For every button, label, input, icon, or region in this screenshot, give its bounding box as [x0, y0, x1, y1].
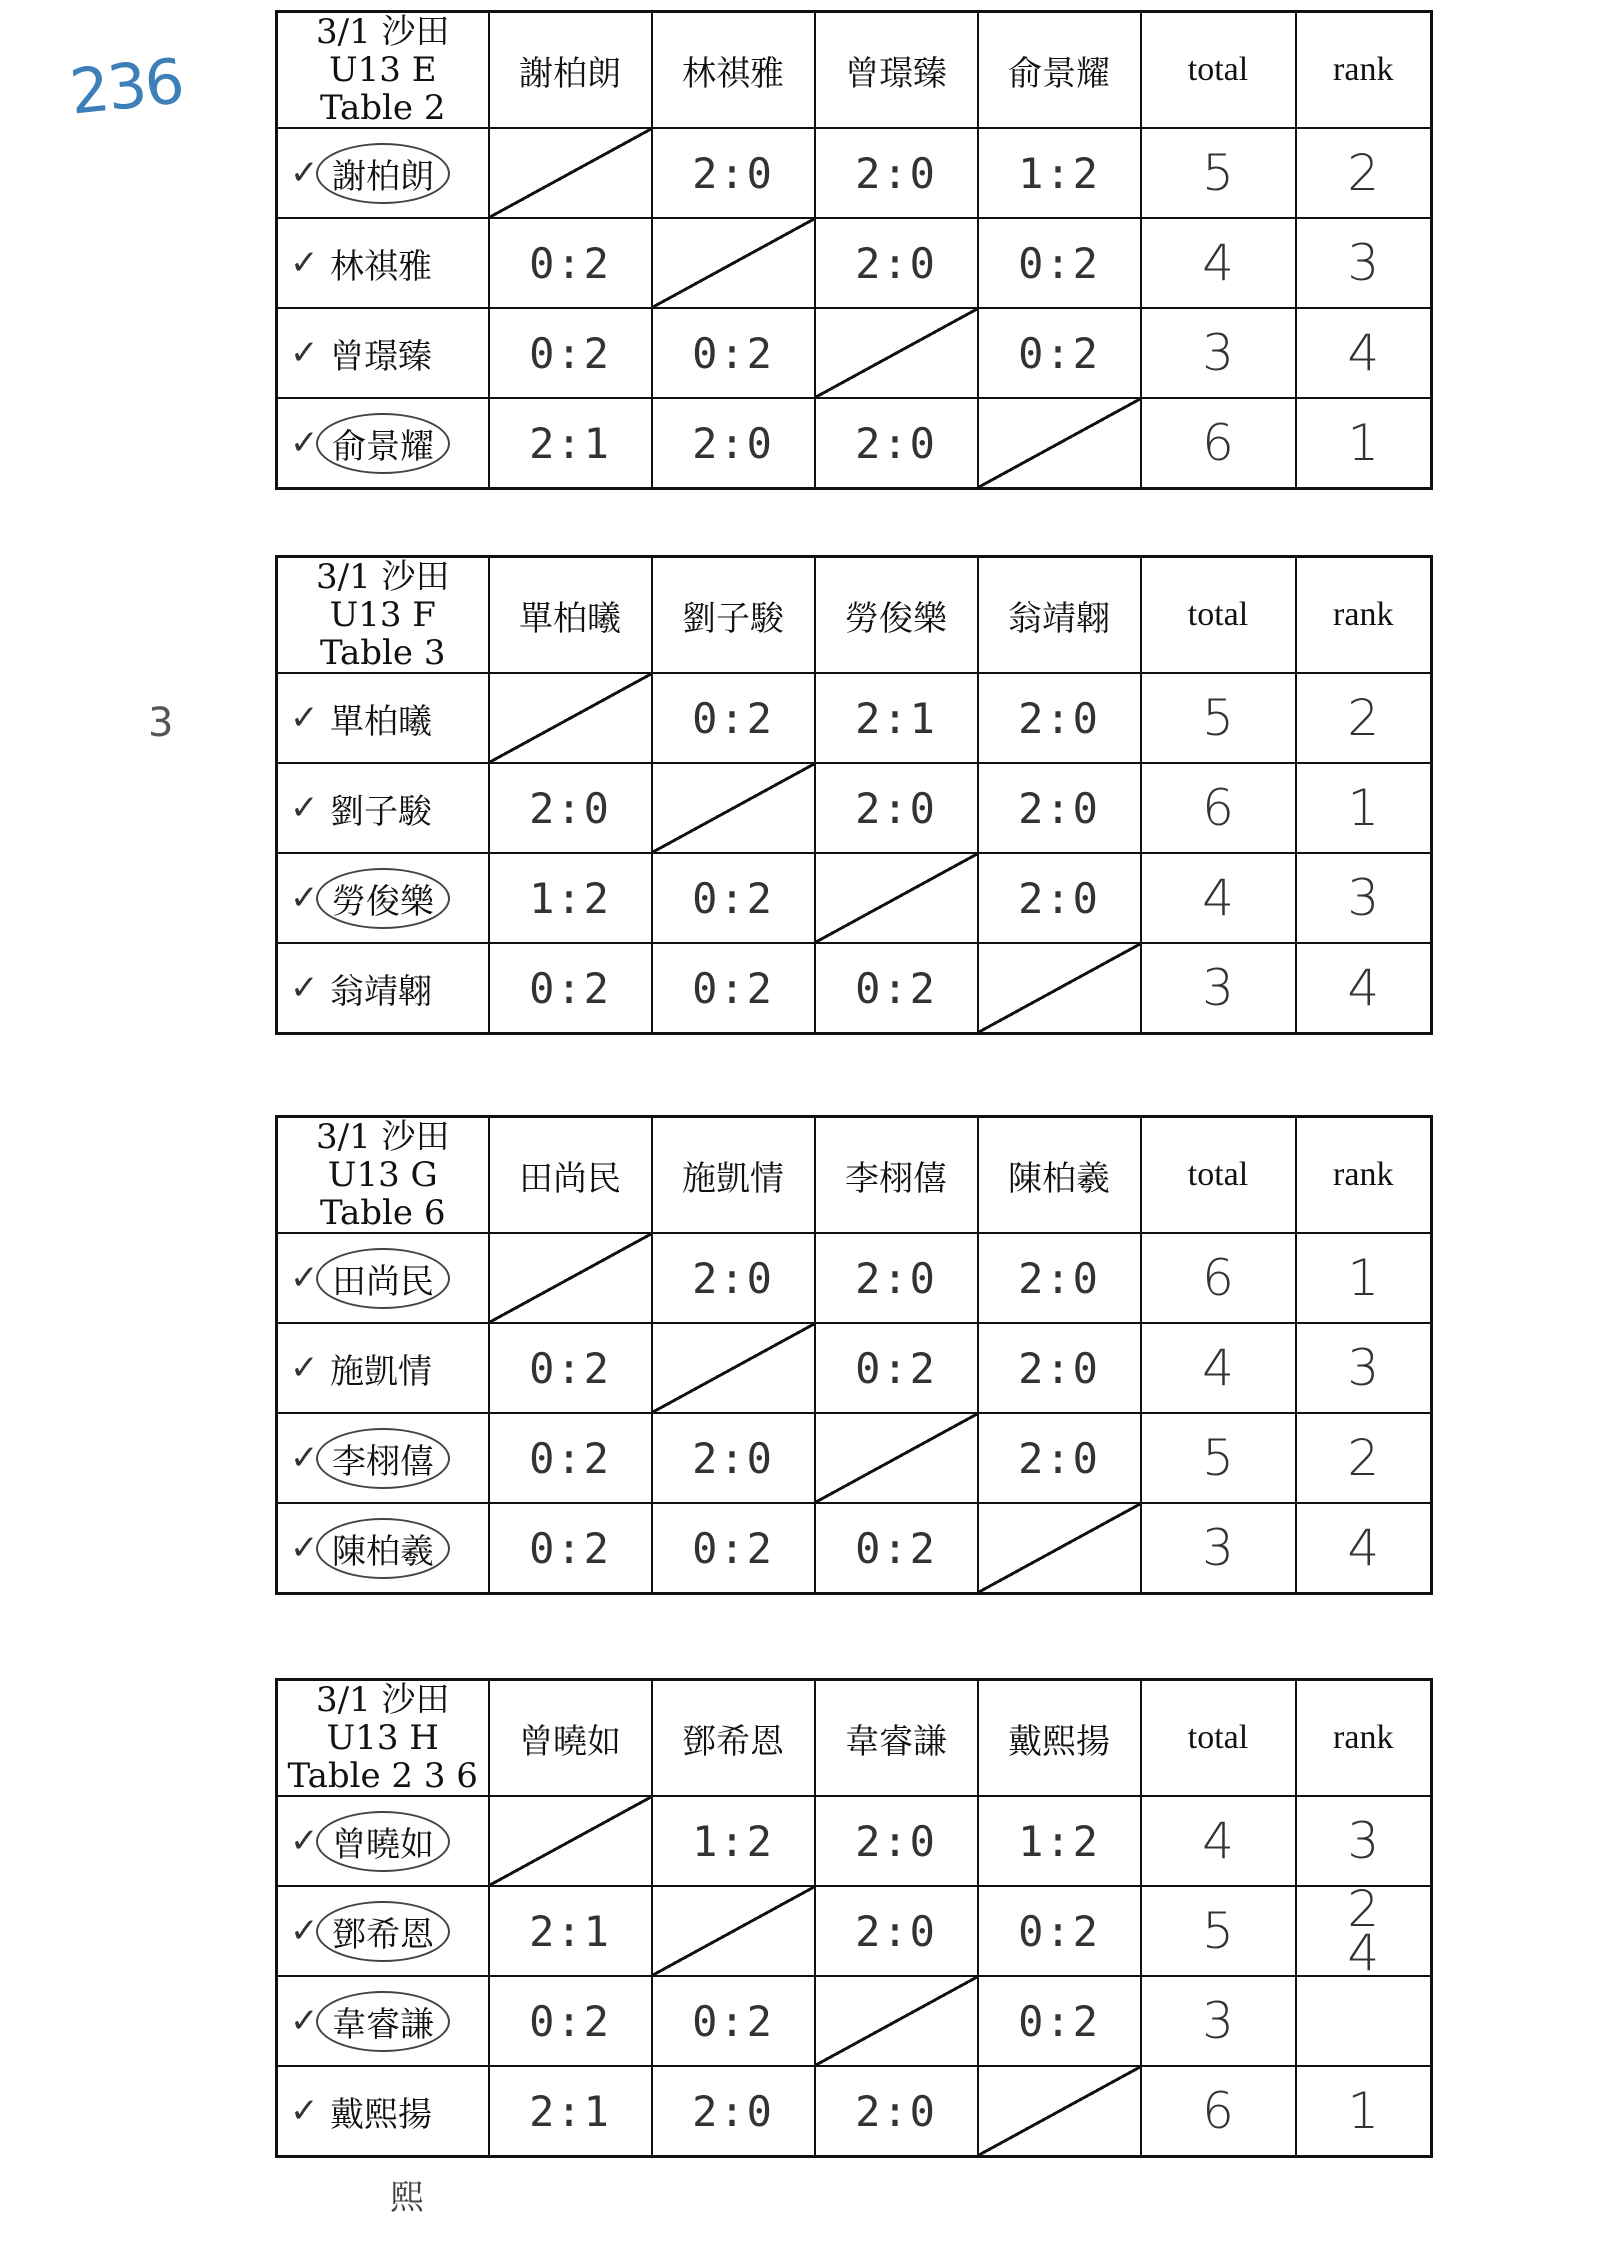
row-player-name: 謝柏朗 — [316, 143, 450, 204]
row-player-cell — [277, 308, 489, 398]
match-score: 0:2 — [652, 1976, 815, 2066]
check-mark-icon: ✓ — [290, 1438, 319, 1478]
match-score: 2:1 — [815, 673, 978, 763]
column-header-player: 戴熙揚 — [978, 1680, 1141, 1797]
column-header-player: 曾曉如 — [489, 1680, 652, 1797]
row-player-cell — [277, 218, 489, 308]
row-player-name: 單柏曦 — [330, 701, 432, 742]
match-score: 2:0 — [652, 128, 815, 218]
self-match-cell — [652, 218, 815, 308]
self-match-cell — [489, 1796, 652, 1886]
check-mark-icon: ✓ — [290, 333, 319, 373]
table-title — [277, 557, 489, 674]
table-title-line2: Table 3 — [319, 633, 446, 673]
table-title — [277, 12, 489, 129]
table-row — [277, 1796, 1432, 1886]
match-score: 0:2 — [978, 1886, 1141, 1976]
match-score: 2:1 — [489, 1886, 652, 1976]
row-player-cell — [277, 1503, 489, 1594]
self-match-cell — [489, 1233, 652, 1323]
score-sheet-3 — [275, 1115, 1433, 1595]
match-score: 2:0 — [815, 218, 978, 308]
row-player-name: 田尚民 — [316, 1248, 450, 1309]
match-score: 2:0 — [652, 1413, 815, 1503]
rank-value: 2 — [1347, 1429, 1380, 1487]
row-player-name: 曾曉如 — [316, 1811, 450, 1872]
column-header-player: 田尚民 — [489, 1117, 652, 1234]
column-header-player: 林祺雅 — [652, 12, 815, 129]
rank-value: 4 — [1347, 959, 1380, 1017]
row-player-cell — [277, 2066, 489, 2157]
total-points: 3 — [1141, 1976, 1296, 2066]
match-score: 2:0 — [815, 1886, 978, 1976]
rank-value: 2 — [1347, 1880, 1380, 1938]
check-mark-icon: ✓ — [290, 243, 319, 283]
match-score: 0:2 — [652, 308, 815, 398]
self-match-cell — [815, 308, 978, 398]
column-header-player: 陳柏羲 — [978, 1117, 1141, 1234]
column-header-player: 韋睿謙 — [815, 1680, 978, 1797]
rank-cell — [1296, 1413, 1432, 1503]
match-score: 2:0 — [815, 1233, 978, 1323]
rank-cell — [1296, 1880, 1432, 1982]
match-score: 0:2 — [978, 218, 1141, 308]
rank-cell — [1296, 2066, 1432, 2157]
table-row — [277, 218, 1432, 308]
row-player-cell — [277, 1976, 489, 2066]
row-player-name: 陳柏羲 — [316, 1518, 450, 1579]
column-header-rank: rank — [1296, 1117, 1432, 1234]
match-score: 2:0 — [815, 2066, 978, 2157]
row-player-cell — [277, 1323, 489, 1413]
total-points: 6 — [1141, 1233, 1296, 1323]
table-row — [277, 763, 1432, 853]
match-score: 0:2 — [489, 1323, 652, 1413]
match-score: 2:0 — [652, 1233, 815, 1323]
row-player-cell — [277, 763, 489, 853]
column-header-player: 曾璟臻 — [815, 12, 978, 129]
check-mark-icon: ✓ — [290, 1258, 319, 1298]
score-sheet-4 — [275, 1678, 1433, 2158]
check-mark-icon: ✓ — [290, 2091, 319, 2131]
table-title-line2: Table 2 3 6 — [287, 1756, 478, 1796]
rank-cell — [1296, 943, 1432, 1034]
table-row — [277, 1233, 1432, 1323]
check-mark-icon: ✓ — [290, 1348, 319, 1388]
self-match-cell — [978, 2066, 1141, 2157]
rank-value: 3 — [1347, 234, 1380, 292]
rank-cell — [1296, 763, 1432, 853]
column-header-player: 李栩僖 — [815, 1117, 978, 1234]
match-score: 2:0 — [815, 763, 978, 853]
score-table — [275, 1678, 1433, 2158]
column-header-total: total — [1141, 1117, 1296, 1234]
table-row — [277, 1413, 1432, 1503]
match-score: 0:2 — [489, 1503, 652, 1594]
total-points: 4 — [1141, 1323, 1296, 1413]
rank-value: 1 — [1347, 779, 1380, 837]
self-match-cell — [652, 1886, 815, 1976]
rank-correction: 4 — [1347, 1924, 1380, 1982]
rank-value: 3 — [1347, 1812, 1380, 1870]
total-points: 3 — [1141, 1503, 1296, 1594]
match-score: 0:2 — [815, 1323, 978, 1413]
column-header-player: 劉子駿 — [652, 557, 815, 674]
check-mark-icon: ✓ — [290, 788, 319, 828]
table-row — [277, 398, 1432, 489]
table-title — [277, 1117, 489, 1234]
match-score: 0:2 — [489, 1413, 652, 1503]
row-player-name: 施凱情 — [330, 1351, 432, 1392]
total-points: 6 — [1141, 763, 1296, 853]
check-mark-icon: ✓ — [290, 153, 319, 193]
match-score: 2:0 — [815, 398, 978, 489]
self-match-cell — [815, 853, 978, 943]
match-score: 0:2 — [815, 943, 978, 1034]
row-player-name: 翁靖翺 — [330, 971, 432, 1012]
match-score: 2:0 — [489, 763, 652, 853]
match-score: 2:0 — [652, 2066, 815, 2157]
rank-cell — [1296, 853, 1432, 943]
column-header-rank: rank — [1296, 12, 1432, 129]
rank-value: 1 — [1347, 1249, 1380, 1307]
table-title-line2: Table 6 — [319, 1193, 446, 1233]
row-player-name: 鄧希恩 — [316, 1901, 450, 1962]
table-title-line1: 3/1 沙田 U13 H — [315, 1680, 450, 1758]
row-player-cell — [277, 943, 489, 1034]
match-score: 0:2 — [489, 218, 652, 308]
rank-value: 1 — [1347, 2082, 1380, 2140]
name-correction-note: 熙 — [390, 2178, 424, 2218]
rank-cell — [1296, 398, 1432, 489]
match-score: 2:0 — [978, 1233, 1141, 1323]
table-row — [277, 2066, 1432, 2157]
match-score: 0:2 — [652, 853, 815, 943]
column-header-rank: rank — [1296, 557, 1432, 674]
self-match-cell — [652, 763, 815, 853]
self-match-cell — [815, 1976, 978, 2066]
rank-cell — [1296, 1976, 1432, 2066]
table-row — [277, 1323, 1432, 1413]
self-match-cell — [978, 943, 1141, 1034]
table-row — [277, 308, 1432, 398]
table-title-line1: 3/1 沙田 U13 E — [315, 12, 450, 90]
self-match-cell — [489, 673, 652, 763]
match-score: 2:0 — [978, 1413, 1141, 1503]
rank-cell — [1296, 308, 1432, 398]
match-score: 0:2 — [978, 308, 1141, 398]
table-row — [277, 673, 1432, 763]
match-score: 2:0 — [815, 1796, 978, 1886]
check-mark-icon: ✓ — [290, 2001, 319, 2041]
total-points: 5 — [1141, 128, 1296, 218]
table-title-line1: 3/1 沙田 U13 F — [315, 557, 450, 635]
self-match-cell — [978, 398, 1141, 489]
self-match-cell — [489, 128, 652, 218]
column-header-rank: rank — [1296, 1680, 1432, 1797]
table-title — [277, 1680, 489, 1797]
row-player-name: 勞俊樂 — [316, 868, 450, 929]
row-player-name: 戴熙揚 — [330, 2094, 432, 2135]
page-number: 236 — [66, 44, 186, 129]
check-mark-icon: ✓ — [290, 1528, 319, 1568]
check-mark-icon: ✓ — [290, 698, 319, 738]
total-points: 3 — [1141, 943, 1296, 1034]
row-player-cell — [277, 673, 489, 763]
match-score: 2:0 — [978, 853, 1141, 943]
total-points: 6 — [1141, 2066, 1296, 2157]
table-title-line2: Table 2 — [319, 88, 446, 128]
row-player-cell — [277, 1233, 489, 1323]
score-sheet-1 — [275, 10, 1433, 490]
row-player-name: 俞景耀 — [316, 413, 450, 474]
self-match-cell — [815, 1413, 978, 1503]
match-score: 2:0 — [652, 398, 815, 489]
rank-value: 2 — [1347, 144, 1380, 202]
rank-value: 3 — [1347, 1339, 1380, 1397]
check-mark-icon: ✓ — [290, 968, 319, 1008]
column-header-player: 施凱情 — [652, 1117, 815, 1234]
match-score: 2:1 — [489, 2066, 652, 2157]
row-player-cell — [277, 1796, 489, 1886]
match-score: 0:2 — [489, 1976, 652, 2066]
match-score: 0:2 — [978, 1976, 1141, 2066]
match-score: 2:0 — [978, 673, 1141, 763]
table-row — [277, 128, 1432, 218]
total-points: 4 — [1141, 218, 1296, 308]
match-score: 2:0 — [815, 128, 978, 218]
rank-cell — [1296, 1323, 1432, 1413]
rank-cell — [1296, 1796, 1432, 1886]
row-player-name: 李栩僖 — [316, 1428, 450, 1489]
rank-cell — [1296, 1503, 1432, 1594]
rank-value: 1 — [1347, 414, 1380, 472]
self-match-cell — [978, 1503, 1141, 1594]
column-header-player: 勞俊樂 — [815, 557, 978, 674]
match-score: 0:2 — [652, 673, 815, 763]
row-player-cell — [277, 1413, 489, 1503]
total-points: 5 — [1141, 1886, 1296, 1976]
rank-cell — [1296, 1233, 1432, 1323]
match-score: 1:2 — [652, 1796, 815, 1886]
match-score: 2:1 — [489, 398, 652, 489]
check-mark-icon: ✓ — [290, 1821, 319, 1861]
table-row — [277, 1503, 1432, 1594]
score-table — [275, 555, 1433, 1035]
total-points: 3 — [1141, 308, 1296, 398]
match-score: 0:2 — [489, 308, 652, 398]
match-score: 0:2 — [489, 943, 652, 1034]
row-player-cell — [277, 398, 489, 489]
rank-cell — [1296, 673, 1432, 763]
match-score: 0:2 — [652, 943, 815, 1034]
table-row — [277, 1886, 1432, 1976]
check-mark-icon: ✓ — [290, 423, 319, 463]
score-sheet-2 — [275, 555, 1433, 1035]
total-points: 6 — [1141, 398, 1296, 489]
rank-value: 2 — [1347, 689, 1380, 747]
row-player-cell — [277, 128, 489, 218]
column-header-total: total — [1141, 557, 1296, 674]
total-points: 4 — [1141, 853, 1296, 943]
column-header-player: 鄧希恩 — [652, 1680, 815, 1797]
check-mark-icon: ✓ — [290, 1911, 319, 1951]
column-header-total: total — [1141, 12, 1296, 129]
self-match-cell — [652, 1323, 815, 1413]
row-player-cell — [277, 853, 489, 943]
column-header-player: 謝柏朗 — [489, 12, 652, 129]
total-points: 4 — [1141, 1796, 1296, 1886]
margin-mark: 3 — [148, 700, 174, 746]
column-header-total: total — [1141, 1680, 1296, 1797]
row-player-name: 韋睿謙 — [316, 1991, 450, 2052]
check-mark-icon: ✓ — [290, 878, 319, 918]
total-points: 5 — [1141, 673, 1296, 763]
match-score: 2:0 — [978, 1323, 1141, 1413]
column-header-player: 翁靖翺 — [978, 557, 1141, 674]
column-header-player: 俞景耀 — [978, 12, 1141, 129]
table-row — [277, 853, 1432, 943]
rank-value: 4 — [1347, 1519, 1380, 1577]
row-player-name: 曾璟臻 — [330, 336, 432, 377]
row-player-name: 林祺雅 — [330, 246, 432, 287]
match-score: 1:2 — [978, 1796, 1141, 1886]
table-title-line1: 3/1 沙田 U13 G — [315, 1117, 450, 1195]
table-row — [277, 943, 1432, 1034]
rank-cell — [1296, 128, 1432, 218]
rank-cell — [1296, 218, 1432, 308]
column-header-player: 單柏曦 — [489, 557, 652, 674]
row-player-name: 劉子駿 — [330, 791, 432, 832]
match-score: 1:2 — [489, 853, 652, 943]
match-score: 2:0 — [978, 763, 1141, 853]
match-score: 1:2 — [978, 128, 1141, 218]
match-score: 0:2 — [815, 1503, 978, 1594]
score-table — [275, 10, 1433, 490]
rank-value: 4 — [1347, 324, 1380, 382]
score-table — [275, 1115, 1433, 1595]
match-score: 0:2 — [652, 1503, 815, 1594]
table-row — [277, 1976, 1432, 2066]
rank-value: 3 — [1347, 869, 1380, 927]
row-player-cell — [277, 1886, 489, 1976]
total-points: 5 — [1141, 1413, 1296, 1503]
